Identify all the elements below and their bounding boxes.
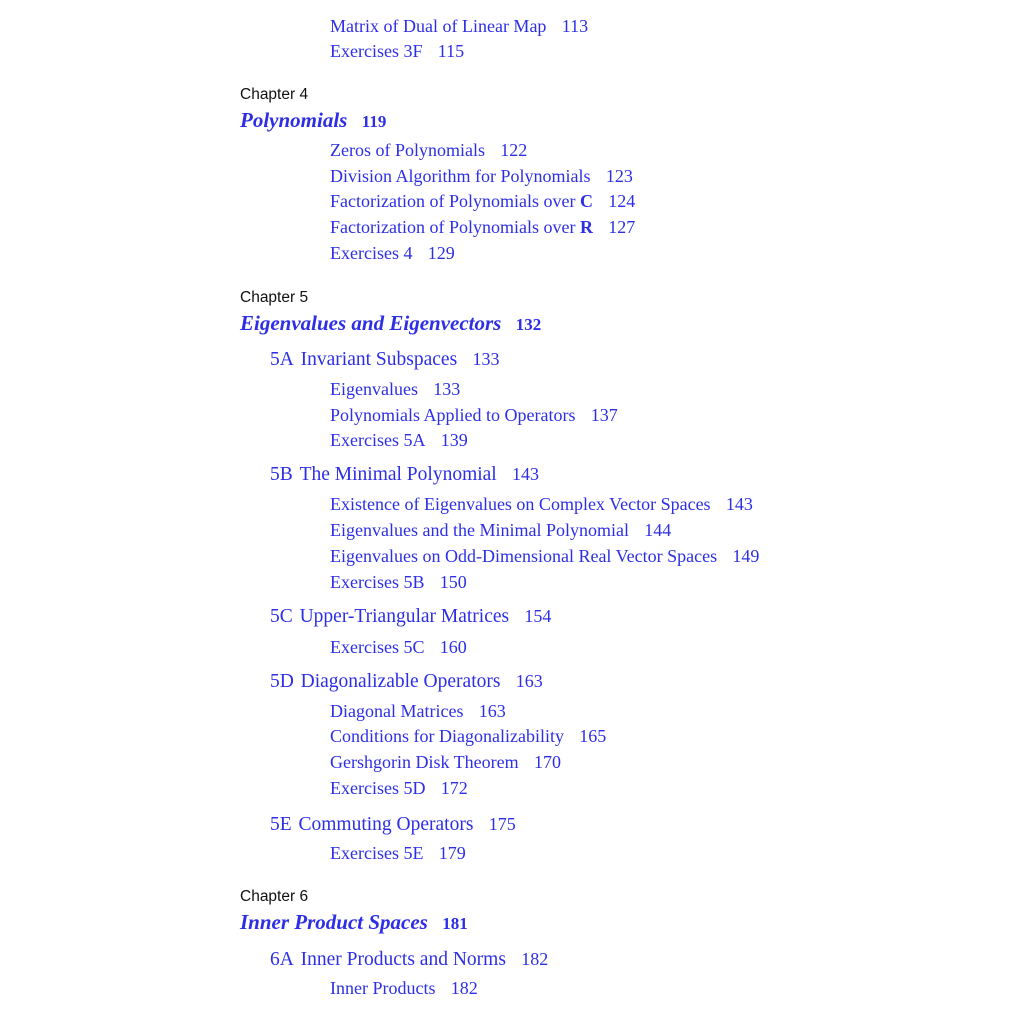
entry-title: Exercises 4	[330, 243, 413, 263]
section-code: 6A	[270, 949, 294, 970]
entry-title: Exercises 5C	[330, 637, 425, 657]
toc-section-5b[interactable]	[270, 465, 539, 485]
entry-page: 165	[579, 726, 607, 746]
entry-title: Gershgorin Disk Theorem	[330, 752, 519, 772]
entry-page: 163	[478, 701, 506, 721]
chapter-4-label: Chapter 4	[240, 86, 309, 103]
toc-section-5d[interactable]	[270, 672, 543, 692]
entry-page: 179	[438, 843, 466, 863]
toc-entry-factorization-over-c[interactable]	[330, 192, 635, 210]
toc-entry-diagonal-matrices[interactable]	[330, 702, 506, 720]
toc-entry-zeros-of-polynomials[interactable]	[330, 141, 527, 159]
toc-entry-conditions-diagonalizability[interactable]	[330, 727, 606, 745]
toc-entry-exercises-5e[interactable]	[330, 844, 466, 862]
toc-section-5a[interactable]	[270, 350, 499, 370]
toc-entry-exercises-5d[interactable]	[330, 779, 468, 797]
section-code: 5A	[270, 349, 294, 370]
entry-title: Exercises 5E	[330, 843, 424, 863]
entry-page: 143	[725, 494, 753, 514]
chapter-page: 132	[515, 315, 542, 334]
entry-title: Factorization of Polynomials over	[330, 191, 576, 211]
entry-title: Eigenvalues	[330, 379, 418, 399]
entry-page: 129	[427, 243, 455, 263]
toc-section-5e[interactable]	[270, 815, 516, 835]
section-page: 143	[512, 464, 540, 484]
section-code: 5B	[270, 464, 293, 485]
section-page: 175	[488, 814, 516, 834]
entry-page: 150	[439, 572, 467, 592]
toc-entry-eigenvalues[interactable]	[330, 380, 460, 398]
entry-title: Exercises 5D	[330, 778, 426, 798]
entry-title: Conditions for Diagonalizability	[330, 726, 564, 746]
entry-title: Division Algorithm for Polynomials	[330, 166, 591, 186]
entry-title: Zeros of Polynomials	[330, 140, 485, 160]
entry-page: 133	[433, 379, 461, 399]
field-symbol: R	[579, 217, 593, 237]
section-code: 5C	[270, 606, 293, 627]
toc-entry-exercises-4[interactable]	[330, 244, 455, 262]
entry-page: 113	[561, 16, 589, 36]
section-page: 182	[521, 949, 549, 969]
entry-title: Inner Products	[330, 978, 436, 998]
toc-entry-exercises-5c[interactable]	[330, 638, 467, 656]
chapter-5-title[interactable]	[240, 313, 541, 334]
entry-title: Polynomials Applied to Operators	[330, 405, 576, 425]
entry-page: 144	[644, 520, 672, 540]
toc-entry-exercises-5a[interactable]	[330, 431, 468, 449]
chapter-page: 119	[361, 112, 387, 131]
entry-title: Factorization of Polynomials over	[330, 217, 576, 237]
entry-page: 115	[437, 41, 465, 61]
section-page: 133	[472, 349, 500, 369]
toc-section-5c[interactable]	[270, 607, 551, 627]
entry-title: Existence of Eigenvalues on Complex Vector Spaces	[330, 494, 711, 514]
entry-page: 124	[608, 191, 636, 211]
section-title: Diagonalizable Operators	[300, 671, 501, 692]
section-code: 5D	[270, 671, 294, 692]
entry-title: Exercises 5A	[330, 430, 426, 450]
toc-entry-gershgorin[interactable]	[330, 753, 561, 771]
entry-page: 137	[590, 405, 618, 425]
entry-page: 149	[732, 546, 760, 566]
entry-page: 170	[533, 752, 561, 772]
toc-entry-exercises-3f[interactable]	[330, 42, 464, 60]
chapter-4-title[interactable]	[240, 110, 386, 131]
toc-entry-matrix-dual[interactable]	[330, 17, 588, 35]
toc-entry-inner-products[interactable]	[330, 979, 478, 997]
chapter-title-text: Inner Product Spaces	[240, 910, 428, 934]
toc-entry-existence-of-eigenvalues[interactable]	[330, 495, 753, 513]
section-title: The Minimal Polynomial	[299, 464, 497, 485]
entry-title: Matrix of Dual of Linear Map	[330, 16, 547, 36]
entry-title: Diagonal Matrices	[330, 701, 464, 721]
entry-title: Eigenvalues and the Minimal Polynomial	[330, 520, 629, 540]
entry-page: 122	[500, 140, 528, 160]
chapter-title-text: Eigenvalues and Eigenvectors	[240, 311, 502, 335]
chapter-title-text: Polynomials	[240, 108, 348, 132]
entry-title: Eigenvalues on Odd-Dimensional Real Vector Spaces	[330, 546, 718, 566]
entry-title: Exercises 3F	[330, 41, 423, 61]
section-page: 163	[515, 671, 543, 691]
section-page: 154	[524, 606, 552, 626]
entry-page: 182	[450, 978, 478, 998]
chapter-5-label: Chapter 5	[240, 289, 309, 306]
chapter-6-title[interactable]	[240, 912, 468, 933]
entry-page: 160	[439, 637, 467, 657]
toc-entry-exercises-5b[interactable]	[330, 573, 467, 591]
entry-title: Exercises 5B	[330, 572, 425, 592]
section-title: Commuting Operators	[298, 814, 474, 835]
toc-entry-eigenvalues-minimal-polynomial[interactable]	[330, 521, 671, 539]
section-code: 5E	[270, 814, 292, 835]
toc-section-6a[interactable]	[270, 950, 548, 970]
entry-page: 123	[605, 166, 633, 186]
toc-entry-factorization-over-r[interactable]	[330, 218, 635, 236]
field-symbol: C	[579, 191, 593, 211]
chapter-page: 181	[442, 914, 468, 933]
toc-entry-eigenvalues-odd-dimensional[interactable]	[330, 547, 759, 565]
section-title: Invariant Subspaces	[300, 349, 458, 370]
entry-page: 139	[440, 430, 468, 450]
toc-entry-polynomials-applied[interactable]	[330, 406, 618, 424]
entry-page: 172	[440, 778, 468, 798]
toc-entry-division-algorithm[interactable]	[330, 167, 633, 185]
chapter-6-label: Chapter 6	[240, 888, 309, 905]
entry-page: 127	[608, 217, 636, 237]
section-title: Inner Products and Norms	[300, 949, 506, 970]
section-title: Upper-Triangular Matrices	[299, 606, 510, 627]
